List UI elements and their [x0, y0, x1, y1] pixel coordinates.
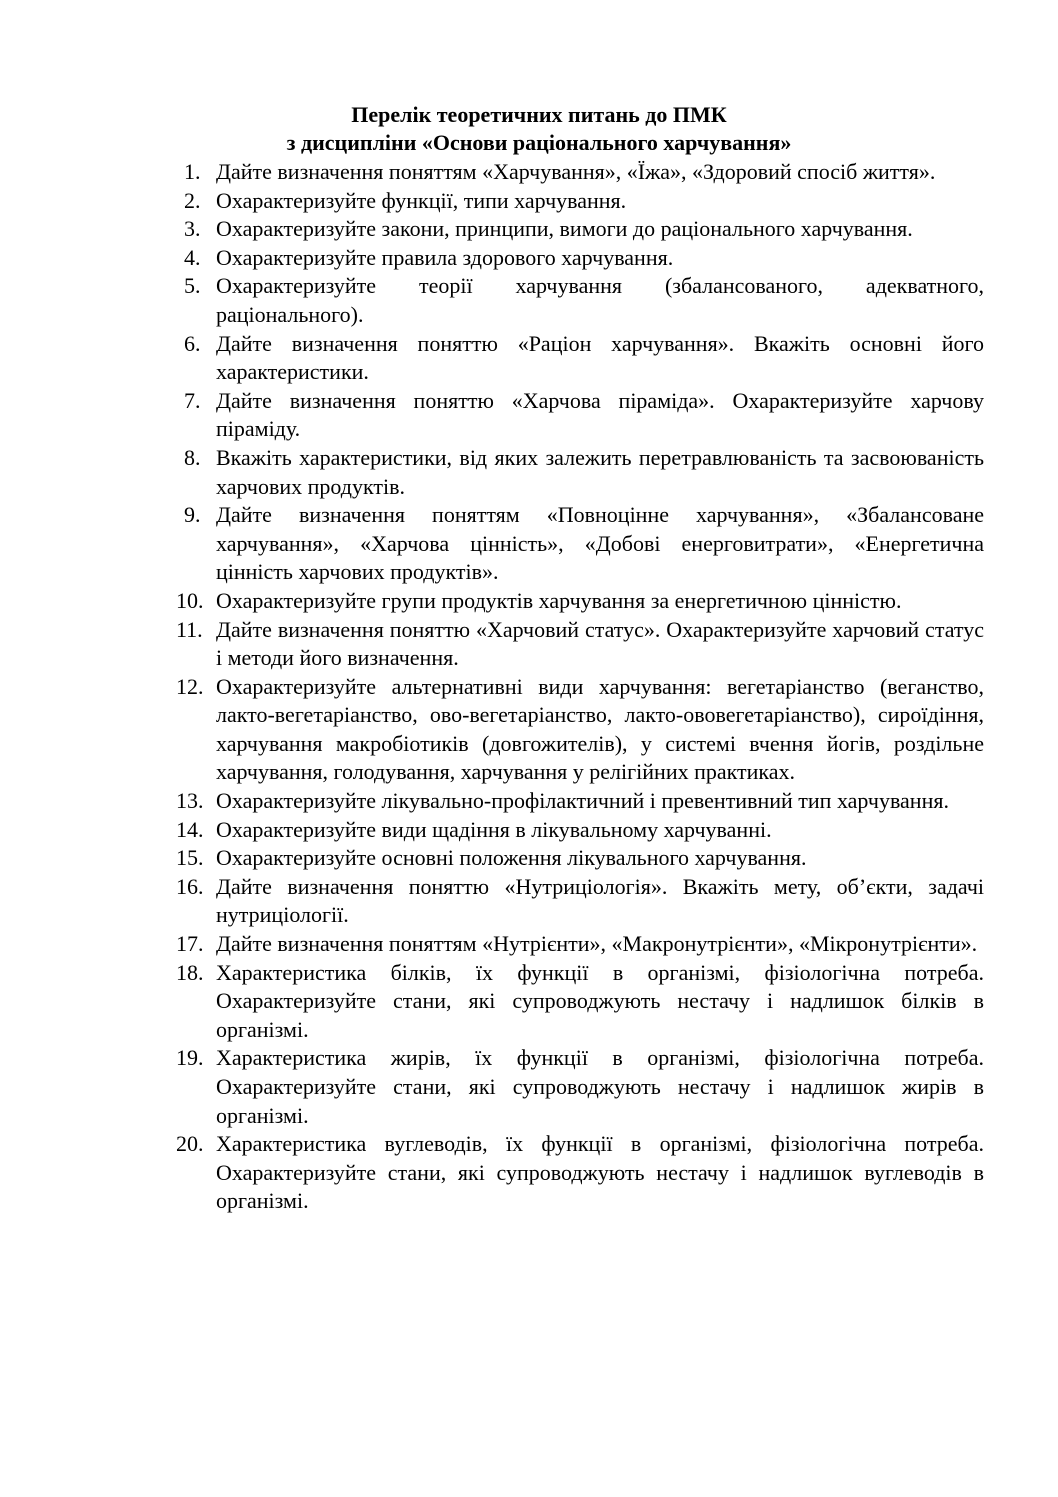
- list-item-text: Охарактеризуйте правила здорового харчування.: [216, 244, 674, 270]
- list-item-number: 10.: [176, 587, 204, 613]
- list-item: [176, 587, 984, 616]
- list-item-number: 2.: [184, 187, 201, 213]
- list-item-text: Охарактеризуйте лікувально-профілактичний і превентивний тип харчування.: [216, 788, 949, 814]
- document-title: Перелік теоретичних питань до ПМК: [351, 102, 727, 127]
- list-item-text: Дайте визначення поняттям «Харчування», «Їжа», «Здоровий спосіб життя».: [216, 159, 936, 184]
- list-item-number: 13.: [176, 788, 204, 814]
- list-item: [176, 787, 984, 816]
- list-item-number: 11.: [176, 616, 203, 642]
- list-item: [176, 387, 984, 444]
- list-item: [176, 244, 984, 273]
- list-item-number: 4.: [184, 244, 201, 270]
- list-item-number: 15.: [176, 845, 204, 871]
- list-item: [176, 215, 984, 244]
- list-item-number: 9.: [184, 502, 201, 528]
- list-item-text: Вкажіть характеристики, від яких залежить перетравлюваність та засвоюваність харчових продуктів.: [216, 444, 984, 499]
- list-item-number: 8.: [184, 444, 201, 470]
- list-item-text: Характеристика жирів, їх функції в організмі, фізіологічна потреба. Охарактеризуйте стани, які супроводжують нестачу і надлишок жирів в організмі.: [216, 1045, 984, 1128]
- list-item-text: Охарактеризуйте функції, типи харчування.: [216, 187, 627, 213]
- list-item-number: 14.: [176, 816, 204, 842]
- list-item: [176, 959, 984, 1045]
- list-item: [176, 616, 984, 673]
- list-item-text: Охарактеризуйте види щадіння в лікувальному харчуванні.: [216, 816, 772, 842]
- list-item: [176, 501, 984, 587]
- list-item-number: 18.: [176, 959, 204, 985]
- list-item-text: Дайте визначення поняттю «Нутриціологія». Вкажіть мету, об’єкти, задачі нутриціології.: [216, 873, 984, 928]
- list-item-number: 5.: [184, 273, 201, 299]
- list-item-number: 3.: [184, 216, 201, 242]
- list-item-text: Охарактеризуйте теорії харчування (збалансованого, адекватного, раціонального).: [216, 273, 984, 327]
- list-item-text: Характеристика вуглеводів, їх функції в організмі, фізіологічна потреба. Охарактеризуйте стани, які супроводжують нестачу і надлишок вуглеводів в організмі.: [216, 1131, 984, 1214]
- list-item: [176, 330, 984, 387]
- list-item-text: Дайте визначення поняттям «Повноцінне харчування», «Збалансоване харчування», «Харчова цінність», «Добові енерговитрати», «Енергетична цінність харчових продуктів».: [216, 502, 984, 585]
- list-item-text: Дайте визначення поняттю «Харчова піраміда». Охарактеризуйте харчову піраміду.: [216, 387, 984, 442]
- list-item: [176, 930, 984, 959]
- list-item: [176, 187, 984, 216]
- list-item: [176, 873, 984, 930]
- list-item-text: Охарактеризуйте групи продуктів харчування за енергетичною цінністю.: [216, 587, 902, 613]
- list-item-text: Дайте визначення поняттям «Нутрієнти», «Макронутрієнти», «Мікронутрієнти».: [216, 931, 978, 957]
- list-item: [176, 272, 984, 329]
- list-item-number: 19.: [176, 1045, 204, 1071]
- list-item-text: Охарактеризуйте альтернативні види харчування: вегетаріанство (веганство, лакто-вегетаріанство, ово-вегетаріанство, лакто-ововегетаріанство), сироїдіння, харчування макробіотиків (довгожителів), у системі вчення йогів, роздільне харчування, голодування, харчування у релігійних практиках.: [216, 673, 984, 785]
- list-item-number: 6.: [184, 330, 201, 356]
- list-item: [176, 1130, 984, 1216]
- list-item: [176, 673, 984, 787]
- list-item: [176, 158, 984, 187]
- list-item-number: 12.: [176, 673, 204, 699]
- list-item: [176, 444, 984, 501]
- list-item-text: Дайте визначення поняттю «Харчовий статус». Охарактеризуйте харчовий статус і методи його визначення.: [216, 616, 984, 671]
- list-item-number: 20.: [176, 1131, 204, 1157]
- list-item-text: Охарактеризуйте основні положення лікувального харчування.: [216, 845, 807, 871]
- list-item-text: Дайте визначення поняттю «Раціон харчування». Вкажіть основні його характеристики.: [216, 330, 984, 385]
- list-item-number: 1.: [184, 159, 201, 184]
- document-subtitle: з дисципліни «Основи раціонального харчування»: [286, 130, 792, 155]
- list-item-text: Охарактеризуйте закони, принципи, вимоги до раціонального харчування.: [216, 216, 913, 242]
- list-item: [176, 816, 984, 845]
- list-item: [176, 1044, 984, 1130]
- list-item-number: 7.: [184, 387, 201, 413]
- question-list: [176, 158, 984, 1216]
- list-item-text: Характеристика білків, їх функції в організмі, фізіологічна потреба. Охарактеризуйте стани, які супроводжують нестачу і надлишок білків в організмі.: [216, 959, 984, 1042]
- list-item-number: 17.: [176, 931, 204, 957]
- list-item: [176, 844, 984, 873]
- list-item-number: 16.: [176, 873, 204, 899]
